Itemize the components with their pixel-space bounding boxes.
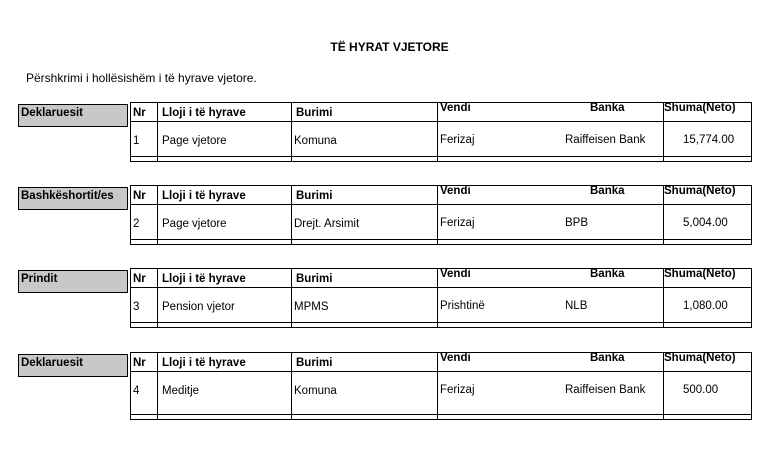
- income-section: [18, 185, 752, 252]
- header-type: Lloji i të hyrave: [162, 273, 246, 285]
- header-amount: Shuma(Neto): [664, 352, 736, 364]
- header-type: Lloji i të hyrave: [162, 357, 246, 369]
- cell-bank: NLB: [565, 300, 588, 312]
- cell-bank: BPB: [565, 217, 589, 229]
- header-source: Burimi: [296, 190, 333, 202]
- cell-nr: 2: [133, 218, 140, 230]
- section-label: Deklaruesit: [18, 354, 128, 377]
- cell-place: Ferizaj: [440, 217, 475, 229]
- header-amount: Shuma(Neto): [664, 185, 736, 197]
- cell-type: Pension vjetor: [162, 301, 235, 313]
- section-label: Bashkëshortit/es: [18, 187, 128, 210]
- header-nr: Nr: [133, 273, 146, 285]
- cell-amount: 15,774.00: [683, 134, 735, 146]
- income-section: [18, 102, 752, 169]
- cell-source: Komuna: [294, 385, 337, 397]
- income-section: [18, 352, 752, 419]
- cell-bank: Raiffeisen Bank: [565, 134, 646, 146]
- header-source: Burimi: [296, 107, 333, 119]
- cell-source: Komuna: [294, 135, 337, 147]
- header-place: Vendi: [440, 185, 471, 197]
- cell-place: Prishtinë: [440, 300, 485, 312]
- header-place: Vendi: [440, 102, 471, 114]
- cell-bank: Raiffeisen Bank: [565, 384, 646, 396]
- header-nr: Nr: [133, 190, 146, 202]
- cell-nr: 3: [133, 301, 140, 313]
- header-nr: Nr: [133, 107, 146, 119]
- cell-place: Ferizaj: [440, 134, 475, 146]
- cell-amount: 500.00: [683, 384, 719, 396]
- header-bank: Banka: [590, 102, 625, 114]
- header-amount: Shuma(Neto): [664, 102, 736, 114]
- section-label: Deklaruesit: [18, 104, 128, 127]
- income-section: [18, 268, 752, 335]
- header-source: Burimi: [296, 273, 333, 285]
- header-amount: Shuma(Neto): [664, 268, 736, 280]
- cell-amount: 5,004.00: [683, 217, 728, 229]
- header-source: Burimi: [296, 357, 333, 369]
- header-type: Lloji i të hyrave: [162, 190, 246, 202]
- cell-place: Ferizaj: [440, 384, 475, 396]
- header-place: Vendi: [440, 352, 471, 364]
- header-nr: Nr: [133, 357, 146, 369]
- header-bank: Banka: [590, 268, 625, 280]
- cell-nr: 4: [133, 385, 140, 397]
- header-place: Vendi: [440, 268, 471, 280]
- section-label: Prindit: [18, 270, 128, 293]
- page-description: Përshkrimi i hollësishëm i të hyrave vjetore.: [26, 71, 257, 85]
- header-type: Lloji i të hyrave: [162, 107, 246, 119]
- header-bank: Banka: [590, 185, 625, 197]
- cell-nr: 1: [133, 135, 140, 147]
- cell-type: Meditje: [162, 385, 200, 397]
- cell-amount: 1,080.00: [683, 300, 728, 312]
- cell-type: Page vjetore: [162, 135, 227, 147]
- cell-type: Page vjetore: [162, 218, 227, 230]
- page-title: TË HYRAT VJETORE: [330, 40, 449, 54]
- cell-source: Drejt. Arsimit: [294, 218, 360, 230]
- cell-source: MPMS: [294, 301, 329, 313]
- header-bank: Banka: [590, 352, 625, 364]
